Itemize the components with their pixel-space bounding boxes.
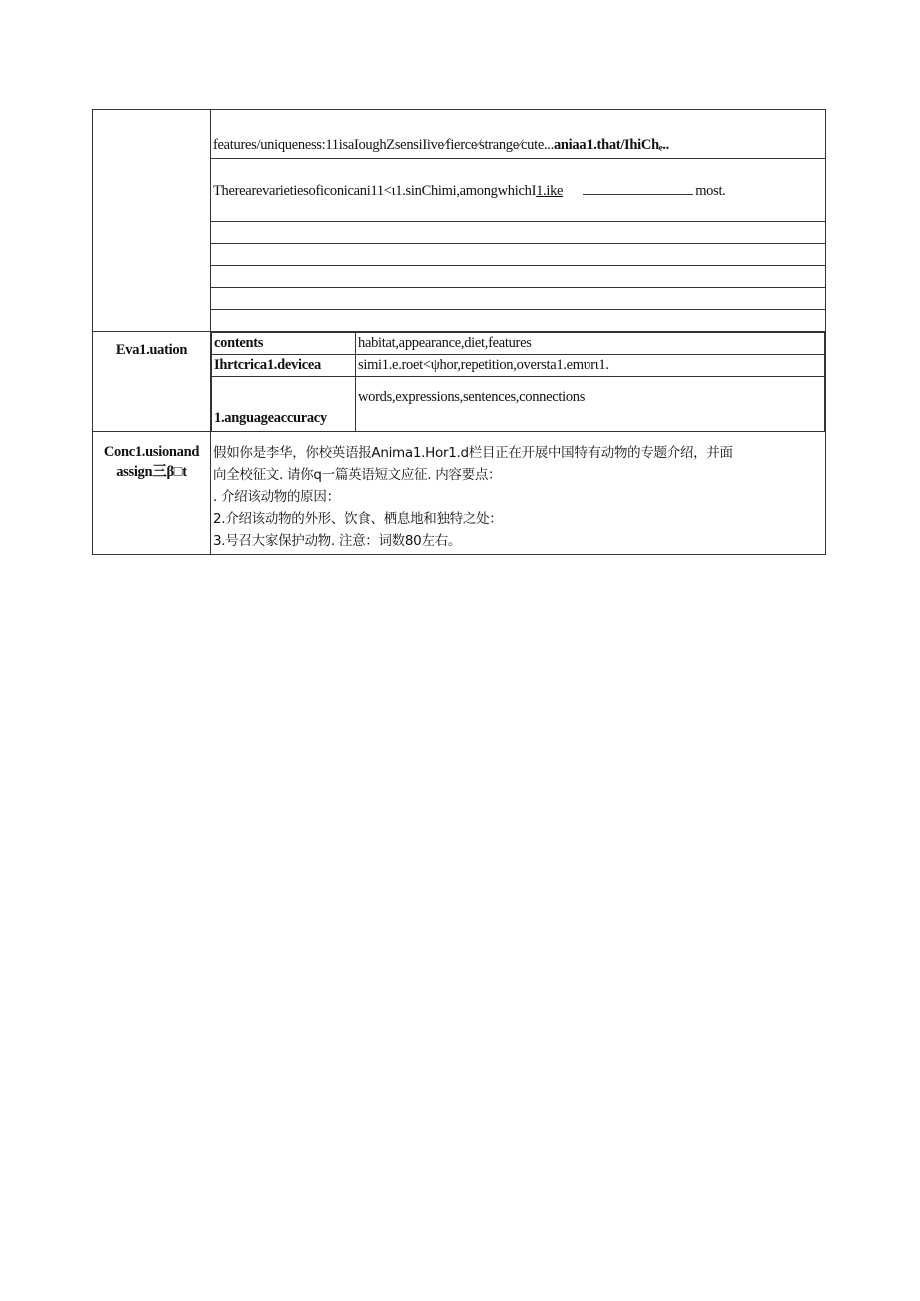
- evaluation-criteria-table: [211, 332, 825, 431]
- varieties-prompt-start: Therearevarietiesoficonicani11<ι1.sinChimi,amongwhichI: [213, 183, 537, 199]
- table-row: [93, 110, 826, 159]
- criterion-description: words,expressions,sentences,connections: [356, 377, 825, 432]
- conclusion-label-line1: Conc1.usionand: [103, 444, 200, 460]
- blank-line-cell: [211, 288, 826, 310]
- criterion-name: 1.anguageaccuracy: [212, 377, 356, 432]
- assignment-line: . 介绍该动物的原因：: [213, 489, 340, 505]
- conclusion-label-line2: assign三β□t: [116, 464, 187, 480]
- evaluation-criteria-cell: [211, 332, 826, 432]
- empty-label-cell: [93, 110, 211, 332]
- evaluation-label: Eva1.uation: [93, 332, 211, 432]
- features-prompt-bold: aniaa1.that/IhiChₑ..: [553, 137, 669, 153]
- assignment-cell: [211, 432, 826, 555]
- fill-in-blank: [583, 180, 693, 195]
- assignment-line: 向全校征文. 请你q一篇英语短文应征. 内容要点：: [213, 467, 502, 483]
- criterion-description: simi1.e.roet<ψhor,repetition,oversta1.emʋrι1.: [356, 355, 825, 377]
- blank-line-cell: [211, 266, 826, 288]
- features-prompt-text: features/uniqueness:11isaIoughZsensiIive⁄fierce⁄strange⁄cute...: [213, 137, 554, 153]
- blank-line-cell: [211, 244, 826, 266]
- criterion-row: [212, 377, 825, 432]
- varieties-prompt-cell: [211, 159, 826, 222]
- assignment-line: 3.号召大家保护动物. 注意：词数80左右。: [213, 533, 462, 549]
- lesson-plan-table: [92, 109, 826, 555]
- assignment-line: 2.介绍该动物的外形、饮食、栖息地和独特之处：: [213, 511, 503, 527]
- criterion-row: [212, 333, 825, 355]
- conclusion-label: [93, 432, 211, 555]
- criterion-name: Ihrtcrica1.devicea: [212, 355, 356, 377]
- criterion-description: habitat,appearance,diet,features: [356, 333, 825, 355]
- blank-line-cell: [211, 310, 826, 332]
- conclusion-row: [93, 432, 826, 555]
- varieties-prompt-underlined: 1.ike: [536, 183, 564, 199]
- criterion-row: [212, 355, 825, 377]
- features-prompt-cell: [211, 110, 826, 159]
- blank-line-cell: [211, 222, 826, 244]
- assignment-line: 假如你是李华，你校英语报Anima1.Hor1.d栏目正在开展中国特有动物的专题介绍，并面: [213, 445, 733, 461]
- criterion-name: contents: [212, 333, 356, 355]
- evaluation-row: [93, 332, 826, 432]
- varieties-prompt-end: most.: [695, 183, 726, 199]
